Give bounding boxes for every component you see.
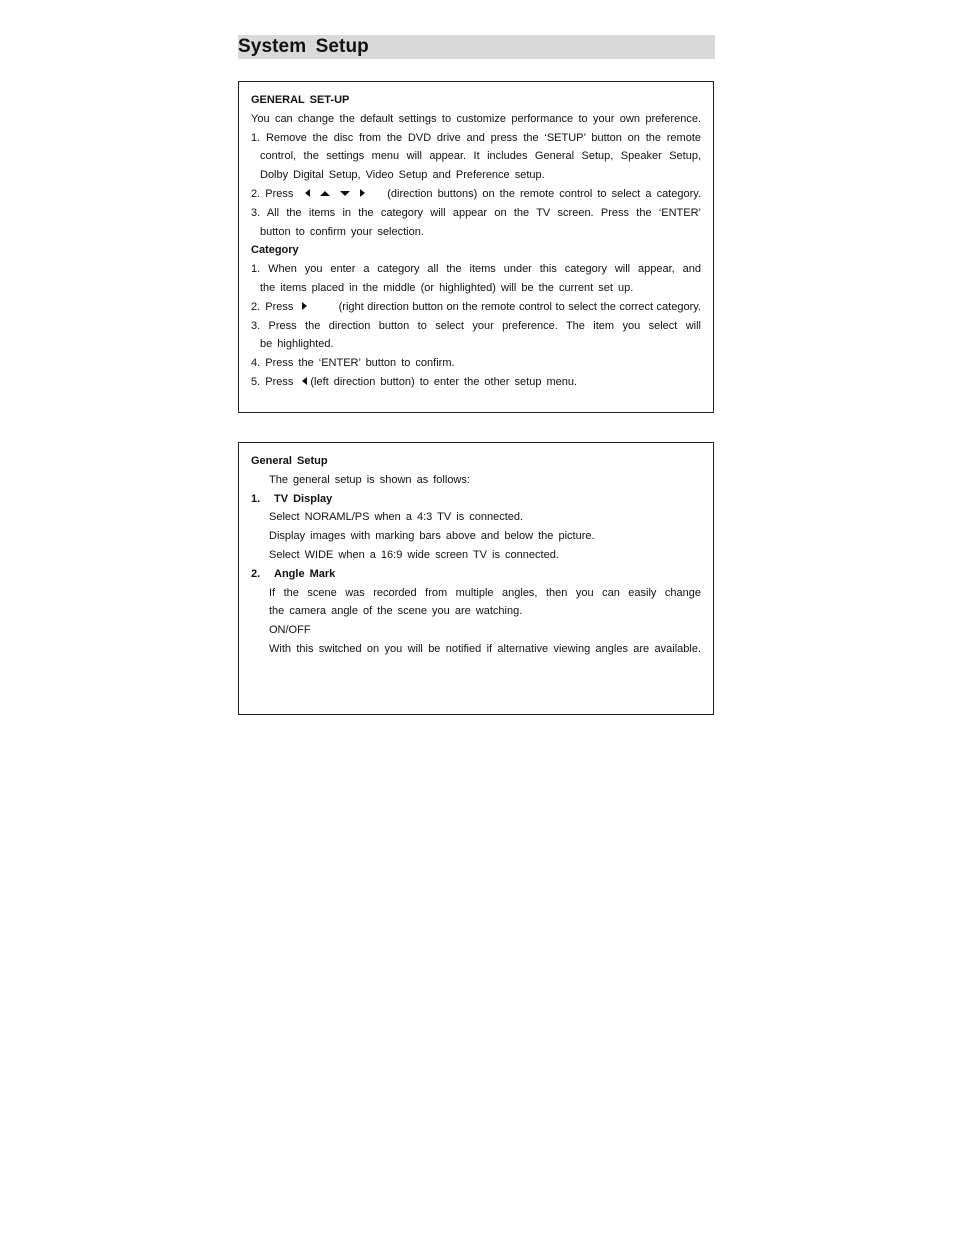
up-arrow-icon xyxy=(320,191,330,196)
step1-line3: Dolby Digital Setup, Video Setup and Preference setup. xyxy=(260,169,545,182)
tv-display-number: 1. xyxy=(251,492,261,505)
step2-line xyxy=(251,185,701,204)
step2-prefix: 2. Press xyxy=(251,187,294,200)
tv-display-line1: Select NORAML/PS when a 4:3 TV is connected. xyxy=(269,511,524,524)
general-setup-intro: You can change the default settings to customize performance to your own preference. xyxy=(251,112,701,125)
angle-mark-option: ON/OFF xyxy=(269,624,311,637)
right-arrow-icon xyxy=(360,189,365,197)
general-setup-box xyxy=(238,81,714,413)
general-setup-details-intro: The general setup is shown as follows: xyxy=(269,473,470,486)
general-setup-details-box xyxy=(238,442,714,715)
category-heading: Category xyxy=(251,244,299,257)
general-setup-details-heading: General Setup xyxy=(251,455,328,467)
category-item1-line1: 1. When you enter a category all the items under this category will appear, and xyxy=(251,263,701,276)
angle-mark-title: Angle Mark xyxy=(274,567,336,580)
page-title: System Setup xyxy=(238,36,369,57)
step1-line2: control, the settings menu will appear. It includes General Setup, Speaker Setup, xyxy=(260,150,701,163)
left-arrow-icon xyxy=(305,189,310,197)
category-item4: 4. Press the ‘ENTER’ button to confirm. xyxy=(251,357,455,370)
category-item2-line xyxy=(251,298,701,317)
general-setup-content xyxy=(251,91,701,392)
angle-mark-line1: If the scene was recorded from multiple angles, then you can easily change xyxy=(269,586,701,599)
step3-line1: 3. All the items in the category will appear on the TV screen. Press the ‘ENTER’ xyxy=(251,206,701,219)
step1-line1: 1. Remove the disc from the DVD drive and press the ‘SETUP’ button on the remote xyxy=(251,131,701,144)
down-arrow-icon xyxy=(340,191,350,196)
left-arrow-icon xyxy=(302,377,307,385)
right-arrow-icon xyxy=(302,302,307,310)
tv-display-line2: Display images with marking bars above and below the picture. xyxy=(269,530,595,543)
category-item2-suffix: (right direction button on the remote control to select the correct category. xyxy=(338,300,701,313)
angle-mark-line3: With this switched on you will be notified if alternative viewing angles are available. xyxy=(269,642,701,655)
tv-display-heading xyxy=(251,490,701,509)
category-item5-suffix: (left direction button) to enter the other setup menu. xyxy=(310,375,578,388)
angle-mark-heading xyxy=(251,565,701,584)
general-setup-heading: GENERAL SET-UP xyxy=(251,94,350,106)
category-item2-prefix: 2. Press xyxy=(251,300,294,313)
category-item3-line2: be highlighted. xyxy=(260,338,334,351)
angle-mark-number: 2. xyxy=(251,567,261,580)
category-item3-line1: 3. Press the direction button to select your preference. The item you select will xyxy=(251,319,701,332)
category-item1-line2: the items placed in the middle (or highlighted) will be the current set up. xyxy=(260,281,634,294)
step3-line2: button to confirm your selection. xyxy=(260,225,424,238)
category-item5-line xyxy=(251,373,701,392)
step2-suffix: (direction buttons) on the remote control to select a category. xyxy=(387,187,701,200)
general-setup-details-content xyxy=(251,452,701,659)
angle-mark-line2: the camera angle of the scene you are watching. xyxy=(269,605,523,618)
page-title-bar xyxy=(238,35,715,59)
tv-display-title: TV Display xyxy=(274,492,333,505)
category-item5-prefix: 5. Press xyxy=(251,375,294,388)
tv-display-line3: Select WIDE when a 16:9 wide screen TV is connected. xyxy=(269,548,559,561)
